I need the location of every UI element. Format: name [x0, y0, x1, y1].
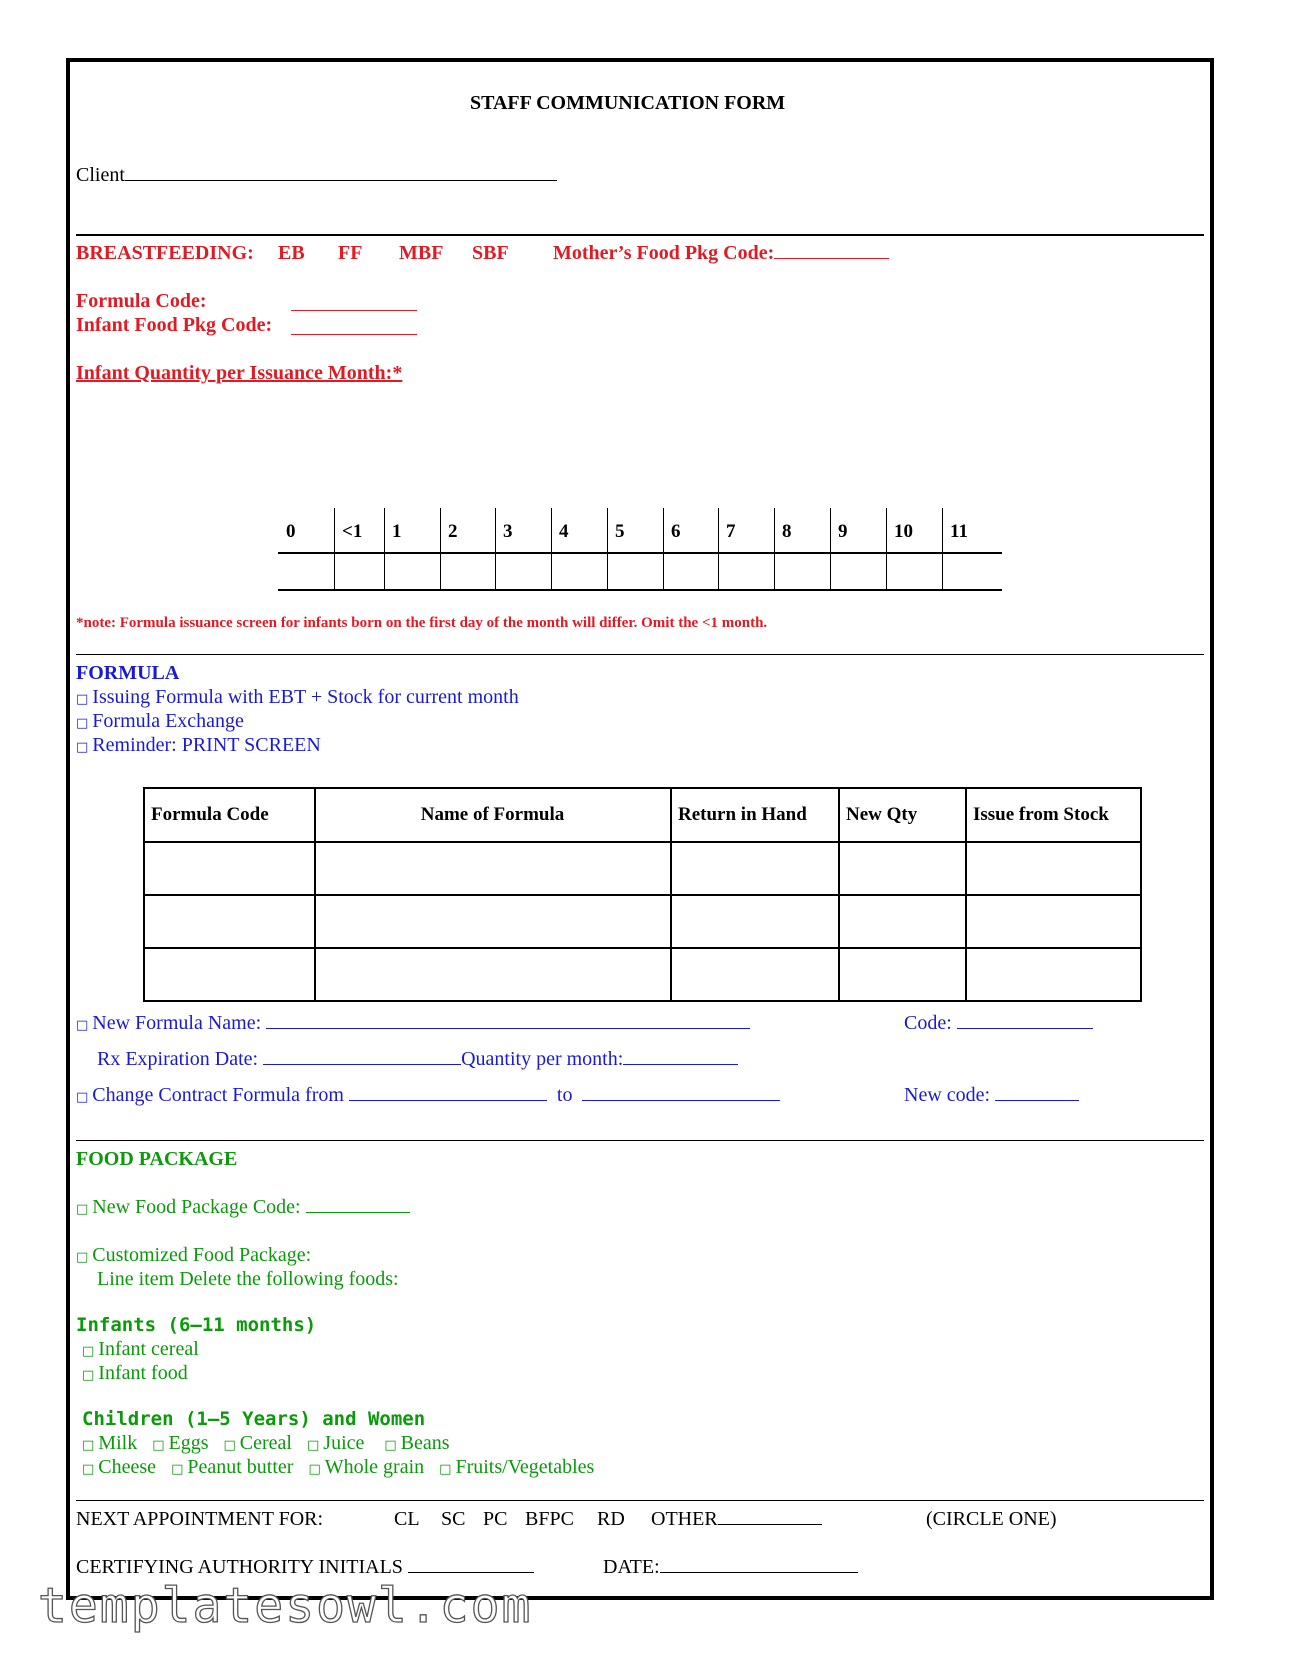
checkbox-icon[interactable]: □ — [384, 1438, 397, 1453]
checkbox-icon[interactable]: □ — [439, 1462, 452, 1477]
client-line[interactable] — [125, 179, 557, 181]
date-field[interactable]: DATE: — [603, 1556, 858, 1579]
initials-line[interactable] — [408, 1571, 534, 1573]
checkbox-icon[interactable]: □ — [223, 1438, 236, 1453]
check-eggs[interactable]: □ Eggs — [152, 1432, 209, 1454]
bf-option-sbf[interactable]: SBF — [472, 242, 509, 264]
checkbox-icon[interactable]: □ — [76, 1018, 89, 1033]
check-peanut-butter[interactable]: □ Peanut butter — [171, 1456, 294, 1478]
bf-option-eb[interactable]: EB — [278, 242, 305, 264]
checkbox-icon[interactable]: □ — [76, 1202, 89, 1217]
divider — [76, 234, 1204, 236]
table-cell[interactable] — [315, 948, 671, 1001]
formula-code-line[interactable] — [291, 310, 417, 311]
month-label: 3 — [503, 521, 513, 542]
month-label: 0 — [286, 521, 296, 542]
check-juice[interactable]: □ Juice — [306, 1432, 365, 1454]
form-title: STAFF COMMUNICATION FORM — [470, 92, 786, 114]
appt-option-pc[interactable]: PC — [483, 1508, 508, 1530]
table-row — [144, 948, 1141, 1001]
initials-field[interactable]: CERTIFYING AUTHORITY INITIALS — [76, 1556, 534, 1579]
month-label: 9 — [838, 521, 848, 542]
checkbox-icon[interactable]: □ — [306, 1438, 320, 1453]
check-cheese[interactable]: □ Cheese — [82, 1456, 157, 1478]
table-cell[interactable] — [144, 948, 315, 1001]
appt-option-sc[interactable]: SC — [441, 1508, 466, 1530]
checkbox-icon[interactable]: □ — [82, 1438, 95, 1453]
table-cell[interactable] — [144, 895, 315, 948]
new-formula-name-field[interactable]: □ New Formula Name: — [76, 1012, 750, 1035]
check-customized-package[interactable]: □ Customized Food Package: — [76, 1244, 312, 1266]
checkbox-icon[interactable]: □ — [82, 1344, 95, 1359]
divider — [76, 1500, 1204, 1501]
children-row-2 — [82, 1456, 594, 1479]
table-cell[interactable] — [671, 842, 839, 895]
new-code-field[interactable]: New code: — [904, 1084, 1079, 1107]
formula-table — [143, 787, 1142, 1002]
infant-food-pkg-line[interactable] — [291, 334, 417, 335]
appt-other-line[interactable] — [718, 1523, 822, 1525]
next-appointment-label: NEXT APPOINTMENT FOR: — [76, 1508, 324, 1530]
table-cell[interactable] — [315, 842, 671, 895]
infants-heading: Infants (6–11 months) — [76, 1314, 317, 1336]
month-label: 7 — [726, 521, 736, 542]
checkbox-icon[interactable]: □ — [171, 1462, 184, 1477]
new-food-package-line[interactable] — [306, 1211, 410, 1213]
check-print-screen[interactable]: □ Reminder: PRINT SCREEN — [76, 734, 321, 756]
checkbox-icon[interactable]: □ — [308, 1462, 321, 1477]
col-header: Return in Hand — [671, 788, 839, 842]
table-cell[interactable] — [144, 842, 315, 895]
month-label: 5 — [615, 521, 625, 542]
delete-foods-label: Line item Delete the following foods: — [97, 1268, 399, 1290]
rx-expiration-field[interactable]: Rx Expiration Date: Quantity per month: — [97, 1048, 738, 1071]
month-label: 11 — [950, 521, 968, 542]
check-fruits-vegetables[interactable]: □ Fruits/Vegetables — [439, 1456, 595, 1478]
month-label: <1 — [342, 521, 363, 542]
formula-heading: FORMULA — [76, 662, 180, 684]
bf-option-ff[interactable]: FF — [338, 242, 363, 264]
table-cell[interactable] — [966, 895, 1141, 948]
appt-option-cl[interactable]: CL — [394, 1508, 420, 1530]
change-from-line[interactable] — [349, 1099, 547, 1101]
col-header: New Qty — [839, 788, 966, 842]
rx-expiration-line[interactable] — [263, 1063, 461, 1065]
month-label: 10 — [894, 521, 913, 542]
change-to-line[interactable] — [582, 1099, 780, 1101]
checkbox-icon[interactable]: □ — [82, 1462, 95, 1477]
table-cell[interactable] — [315, 895, 671, 948]
watermark-logo: templatesowl.com — [38, 1578, 533, 1634]
client-field[interactable] — [76, 164, 557, 187]
month-label: 6 — [671, 521, 681, 542]
check-issuing-formula[interactable]: □ Issuing Formula with EBT + Stock for current month — [76, 686, 519, 708]
col-header: Issue from Stock — [966, 788, 1141, 842]
appt-option-rd[interactable]: RD — [597, 1508, 625, 1530]
check-infant-cereal[interactable]: □ Infant cereal — [82, 1338, 199, 1360]
table-cell[interactable] — [671, 948, 839, 1001]
table-row — [144, 895, 1141, 948]
mother-food-pkg-field[interactable] — [553, 242, 889, 265]
col-header: Formula Code — [144, 788, 315, 842]
client-label: Client — [76, 164, 125, 186]
col-header: Name of Formula — [315, 788, 671, 842]
formula-code-label: Formula Code: — [76, 290, 207, 312]
appt-other-field[interactable]: OTHER — [651, 1508, 822, 1531]
change-contract-field[interactable]: □ Change Contract Formula from to — [76, 1084, 780, 1107]
bf-option-mbf[interactable]: MBF — [399, 242, 444, 264]
code-line[interactable] — [957, 1027, 1093, 1029]
children-row-1 — [82, 1432, 450, 1455]
table-cell[interactable] — [966, 842, 1141, 895]
checkbox-icon[interactable]: □ — [76, 740, 89, 755]
quantity-line[interactable] — [623, 1063, 738, 1065]
month-label: 4 — [559, 521, 569, 542]
breastfeeding-label: BREASTFEEDING: — [76, 242, 254, 264]
circle-one-label: (CIRCLE ONE) — [926, 1508, 1057, 1530]
month-label: 8 — [782, 521, 792, 542]
checkbox-icon[interactable]: □ — [152, 1438, 165, 1453]
date-line[interactable] — [660, 1571, 858, 1573]
mother-food-pkg-label: Mother’s Food Pkg Code: — [553, 242, 775, 264]
month-label: 2 — [448, 521, 458, 542]
divider — [76, 1140, 1204, 1141]
checkbox-icon[interactable]: □ — [82, 1368, 95, 1383]
table-cell[interactable] — [671, 895, 839, 948]
check-milk[interactable]: □ Milk — [82, 1432, 138, 1454]
check-infant-food[interactable]: □ Infant food — [82, 1362, 188, 1384]
table-cell[interactable] — [839, 948, 966, 1001]
new-formula-name-line[interactable] — [266, 1027, 750, 1029]
new-food-package-field[interactable]: □ New Food Package Code: — [76, 1196, 410, 1219]
appt-option-bfpc[interactable]: BFPC — [525, 1508, 574, 1530]
divider — [76, 654, 1204, 655]
table-cell[interactable] — [839, 895, 966, 948]
check-whole-grain[interactable]: □ Whole grain — [308, 1456, 425, 1478]
check-formula-exchange[interactable]: □ Formula Exchange — [76, 710, 244, 732]
check-cereal[interactable]: □ Cereal — [223, 1432, 292, 1454]
infant-quantity-label: Infant Quantity per Issuance Month:* — [76, 362, 403, 384]
children-heading: Children (1–5 Years) and Women — [82, 1408, 426, 1430]
table-cell[interactable] — [839, 842, 966, 895]
mother-food-pkg-line[interactable] — [774, 257, 889, 259]
new-code-line[interactable] — [995, 1099, 1079, 1101]
checkbox-icon[interactable]: □ — [76, 1250, 89, 1265]
food-package-heading: FOOD PACKAGE — [76, 1148, 238, 1170]
table-cell[interactable] — [966, 948, 1141, 1001]
checkbox-icon[interactable]: □ — [76, 716, 89, 731]
code-field[interactable]: Code: — [904, 1012, 1093, 1035]
formula-note: *note: Formula issuance screen for infants born on the first day of the month will differ. Omit the <1 month. — [76, 615, 768, 631]
table-row — [144, 842, 1141, 895]
checkbox-icon[interactable]: □ — [76, 1090, 89, 1105]
month-label: 1 — [392, 521, 402, 542]
month-grid — [278, 508, 1002, 590]
checkbox-icon[interactable]: □ — [76, 692, 89, 707]
infant-food-pkg-label: Infant Food Pkg Code: — [76, 314, 273, 336]
check-beans[interactable]: □ Beans — [384, 1432, 450, 1454]
